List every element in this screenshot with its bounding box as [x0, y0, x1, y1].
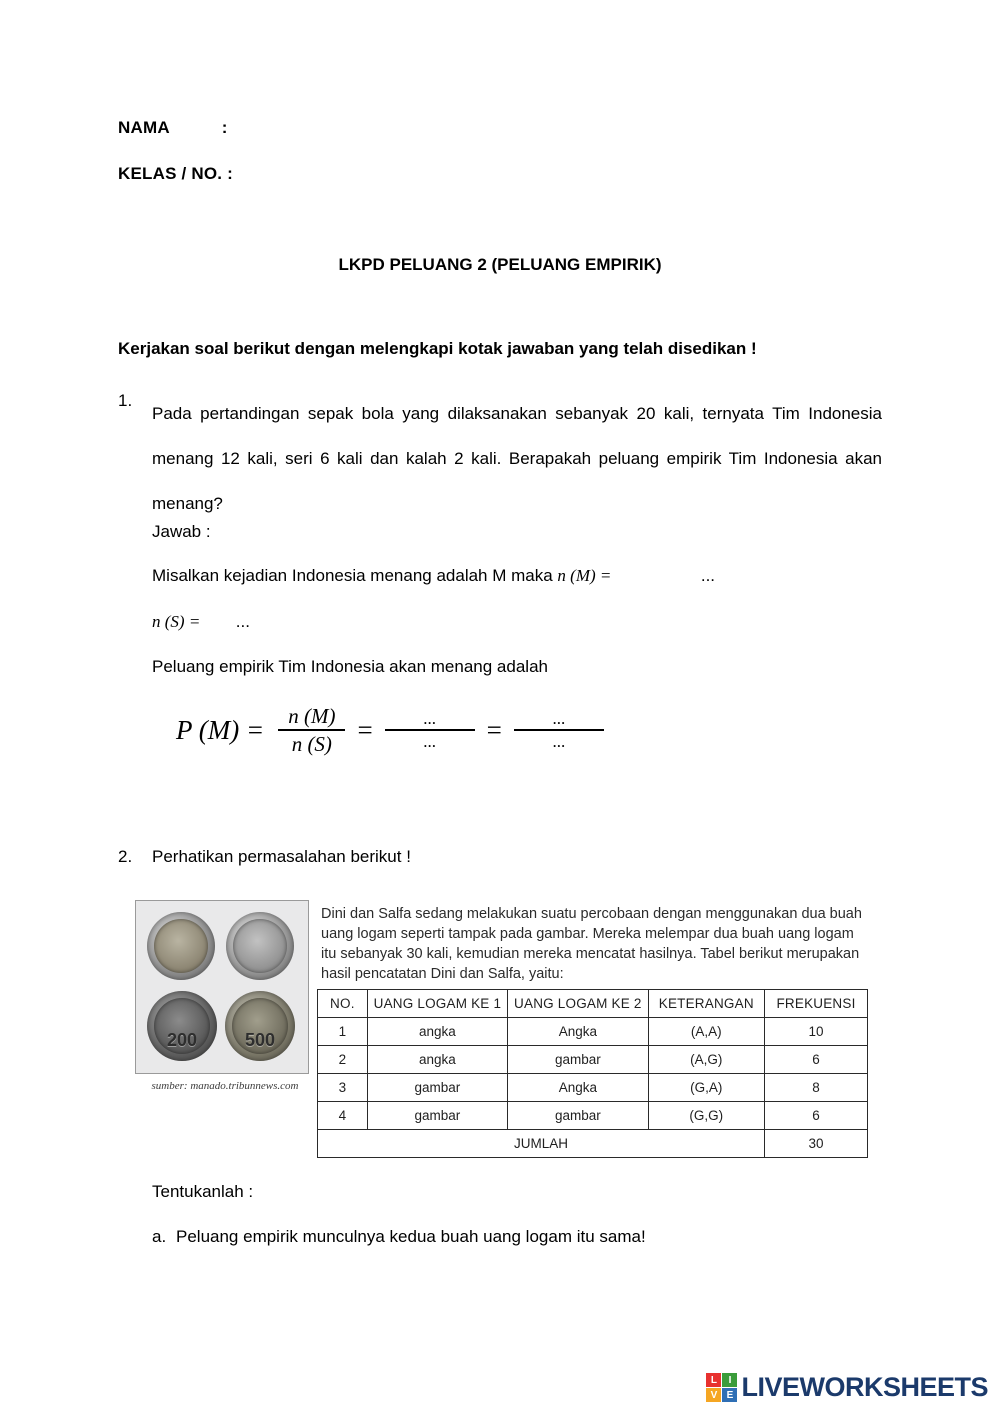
kelas-label: KELAS / NO. : — [118, 164, 233, 183]
cell-frekuensi: 10 — [765, 1018, 868, 1046]
total-label: JUMLAH — [318, 1130, 765, 1158]
cell-logam-1: angka — [367, 1018, 507, 1046]
cell-frekuensi: 6 — [765, 1046, 868, 1074]
question-1-number: 1. — [118, 391, 133, 410]
cell-logam-2: Angka — [508, 1018, 648, 1046]
fraction-blank-1-denominator[interactable]: ... — [423, 731, 437, 751]
col-header-no: NO. — [318, 990, 368, 1018]
cell-frekuensi: 6 — [765, 1102, 868, 1130]
nama-label: NAMA — [118, 118, 170, 137]
cell-frekuensi: 8 — [765, 1074, 868, 1102]
cell-no: 2 — [318, 1046, 368, 1074]
cell-keterangan: (A,A) — [648, 1018, 764, 1046]
cell-keterangan: (A,G) — [648, 1046, 764, 1074]
table-row — [318, 1046, 868, 1074]
question-1-body: Pada pertandingan sepak bola yang dilaksanakan sebanyak 20 kali, ternyata Tim Indonesia menang 12 kali, seri 6 kali dan kalah 2 kali. Berapakah peluang empirik Tim Indonesia akan menang? — [152, 404, 882, 513]
fraction-blank-2-denominator[interactable]: ... — [552, 731, 566, 751]
question-2-text: Perhatikan permasalahan berikut ! — [152, 847, 411, 866]
liveworksheets-logo — [706, 1372, 988, 1403]
tentukanlah-label: Tentukanlah : — [152, 1182, 254, 1201]
cell-logam-2: Angka — [508, 1074, 648, 1102]
question-1-answer-label: Jawab : — [152, 522, 211, 541]
formula-equals-2: = — [486, 714, 502, 745]
n-s-value[interactable]: ... — [235, 612, 250, 631]
coin-value-200: 200 — [166, 1030, 198, 1050]
col-header-frekuensi: FREKUENSI — [765, 990, 868, 1018]
coin-value-500: 500 — [244, 1030, 276, 1050]
instruction-text: Kerjakan soal berikut dengan melengkapi kotak jawaban yang telah disedikan ! — [118, 339, 757, 358]
fraction-blank-1-numerator[interactable]: ... — [423, 708, 437, 728]
total-value: 30 — [765, 1130, 868, 1158]
cell-logam-1: angka — [367, 1046, 507, 1074]
cell-logam-1: gambar — [367, 1074, 507, 1102]
question-1-ns-line — [152, 612, 250, 632]
badge-letter-l: L — [706, 1373, 721, 1387]
frequency-table — [317, 989, 868, 1158]
field-nama — [118, 118, 228, 138]
coin-icon-bottom-left — [147, 991, 217, 1061]
n-m-value[interactable]: ... — [700, 566, 716, 585]
formula-equals-1: = — [357, 714, 373, 745]
col-header-keterangan: KETERANGAN — [648, 990, 764, 1018]
badge-letter-e: E — [722, 1388, 737, 1402]
n-m-label: n (M) = — [557, 566, 612, 585]
cell-logam-2: gambar — [508, 1102, 648, 1130]
coin-photo — [135, 900, 309, 1074]
fraction-blank-2-numerator[interactable]: ... — [552, 708, 566, 728]
liveworksheets-wordmark: LIVEWORKSHEETS — [741, 1372, 988, 1402]
badge-letter-v: V — [706, 1388, 721, 1402]
table-row — [318, 1074, 868, 1102]
misalkan-text: Misalkan kejadian Indonesia menang adalah M maka — [152, 566, 553, 585]
question-2a-text: Peluang empirik munculnya kedua buah uang logam itu sama! — [176, 1227, 646, 1246]
cell-no: 1 — [318, 1018, 368, 1046]
fraction-blank-2[interactable] — [514, 708, 604, 753]
fraction-numerator: n (M) — [288, 704, 336, 729]
table-row — [318, 1102, 868, 1130]
cell-keterangan: (G,G) — [648, 1102, 764, 1130]
question-1-misalkan-line — [152, 566, 715, 586]
col-header-logam-1: UANG LOGAM KE 1 — [367, 990, 507, 1018]
n-s-label: n (S) = — [152, 612, 201, 631]
coin-icon-top-right — [226, 912, 294, 980]
table-header-row — [318, 990, 868, 1018]
cell-logam-2: gambar — [508, 1046, 648, 1074]
fraction-nm-over-ns — [278, 703, 345, 757]
question-1-peluang-text: Peluang empirik Tim Indonesia akan menang adalah — [152, 657, 548, 676]
coin-icon-top-left — [147, 912, 215, 980]
nama-colon: : — [221, 118, 228, 137]
page-title: LKPD PELUANG 2 (PELUANG EMPIRIK) — [338, 255, 662, 274]
badge-letter-i: I — [722, 1373, 737, 1387]
cell-no: 4 — [318, 1102, 368, 1130]
table-total-row — [318, 1130, 868, 1158]
col-header-logam-2: UANG LOGAM KE 2 — [508, 990, 648, 1018]
figure-description: Dini dan Salfa sedang melakukan suatu percobaan dengan menggunakan dua buah uang logam seperti tampak pada gambar. Mereka melempar dua buah uang logam itu sebanyak 30 kali, kemudian mereka mencatat hasilnya. Tabel berikut merupakan hasil pencatatan Dini dan Salfa, yaitu: — [321, 906, 862, 982]
cell-keterangan: (G,A) — [648, 1074, 764, 1102]
fraction-blank-1[interactable] — [385, 708, 475, 753]
question-2a — [152, 1227, 646, 1247]
formula-lhs: P (M) = — [176, 714, 265, 745]
question-2-number: 2. — [118, 847, 133, 866]
cell-no: 3 — [318, 1074, 368, 1102]
probability-formula — [176, 695, 604, 765]
cell-logam-1: gambar — [367, 1102, 507, 1130]
fraction-denominator: n (S) — [291, 731, 332, 756]
table-row — [318, 1018, 868, 1046]
coin-photo-source: sumber: manado.tribunnews.com — [151, 1080, 299, 1092]
liveworksheets-badge-icon — [706, 1373, 737, 1402]
question-2a-letter: a. — [152, 1227, 167, 1246]
field-kelas — [118, 164, 233, 184]
coin-icon-bottom-right — [225, 991, 295, 1061]
